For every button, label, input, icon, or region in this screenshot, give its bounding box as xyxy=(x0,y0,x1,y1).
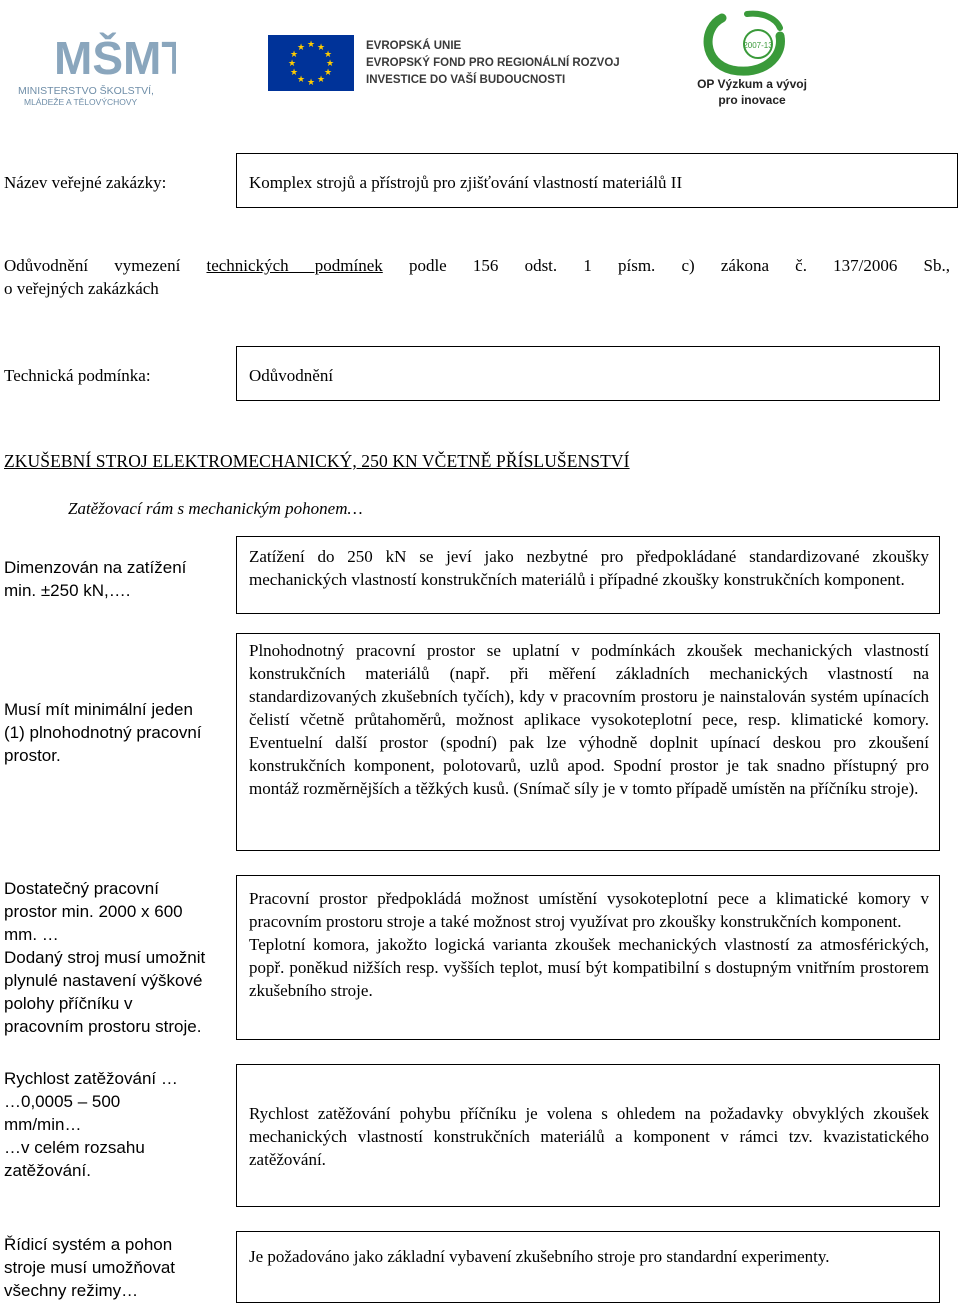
zakazka-label: Název veřejné zakázky: xyxy=(4,173,167,192)
condition-line: Dostatečný pracovní xyxy=(4,879,159,898)
condition-line: Musí mít minimální jeden xyxy=(4,700,193,719)
condition-line: Řídicí systém a pohon xyxy=(4,1235,173,1254)
condition-line: zatěžování. xyxy=(4,1161,91,1180)
reason-paragraph: Je požadováno jako základní vybavení zkušebního stroje pro standardní experimenty. xyxy=(249,1247,830,1266)
svg-text:★: ★ xyxy=(296,43,306,53)
reason-paragraph: Rychlost zatěžování pohybu příčníku je volena s ohledem na požadavky obvyklých zkoušek mechanických vlastností konstrukčních materiálů a komponent v rámci tzv. kvazistatického zatěžování. xyxy=(249,1104,929,1169)
condition-line: Dimenzován na zatížení xyxy=(4,558,187,577)
svg-text:★: ★ xyxy=(306,78,316,88)
reason-text-5 xyxy=(249,1245,929,1268)
op-vav-logo-mark xyxy=(692,8,812,110)
reason-box-2 xyxy=(236,633,940,851)
condition-cell-5 xyxy=(4,1233,232,1302)
reason-box-3 xyxy=(236,875,940,1040)
op-years: 2007-13 xyxy=(743,41,773,50)
reason-paragraph: Zatížení do 250 kN se jeví jako nezbytné pro předpokládané standardizované zkoušky mechanických vlastností konstrukčních materiálů i případné zkoušky konstrukčních komponent. xyxy=(249,547,929,589)
condition-line: mm. … xyxy=(4,925,59,944)
reason-box-4 xyxy=(236,1064,940,1207)
condition-line: …0,0005 – 500 xyxy=(4,1092,121,1111)
condition-line: mm/min… xyxy=(4,1115,82,1134)
eu-line2: EVROPSKÝ FOND PRO REGIONÁLNÍ ROZVOJ xyxy=(366,57,620,69)
svg-text:★: ★ xyxy=(323,50,333,60)
condition-line: polohy příčníku v xyxy=(4,994,133,1013)
eu-logo xyxy=(268,30,618,100)
condition-cell-1 xyxy=(4,556,232,602)
op-vav-logo xyxy=(692,8,812,110)
justification-line1 xyxy=(4,254,950,277)
eu-line1: EVROPSKÁ UNIE xyxy=(366,40,462,52)
op-line1: OP Výzkum a vývoj xyxy=(697,77,807,91)
reason-paragraph: Plnohodnotný pracovní prostor se uplatní v podmínkách zkoušek mechanických vlastností konstrukčních materiálů (např. při měření základních mechanických vlastností na standardizovaných zkušebních tyčích), kdy v pracovním prostoru je nainstalován systém upínacích čelistí včetně průtahoměrů, možnost aplikace vysokoteplotní pece, resp. klimatické komory. Eventuelní další prostor (spodní) pak lze výhodně doplnit upínací deskou pro zkoušení konstrukčních komponent, polotovarů, uzlů apod. Spodní prostor je tak snadno přístupný pro montáž rozměrnějších a těžkých kusů. (Snímač síly je v tomto případě umístěn na příčníku stroje). xyxy=(249,641,929,798)
condition-line: prostor. xyxy=(4,746,61,765)
msmt-logo-line2: MLÁDEŽE A TĚLOVÝCHOVY xyxy=(24,97,138,107)
reason-box-1 xyxy=(236,536,940,614)
svg-text:★: ★ xyxy=(287,59,297,69)
reason-text-3 xyxy=(249,887,929,1002)
eu-logo-text xyxy=(366,38,620,89)
condition-line: Dodaný stroj musí umožnit xyxy=(4,948,206,967)
condition-line: …v celém rozsahu xyxy=(4,1138,145,1157)
eu-line3: INVESTICE DO VAŠÍ BUDOUCNOSTI xyxy=(366,74,566,86)
justification-text-a: Odůvodnění vymezení xyxy=(4,256,207,275)
condition-line: plynulé nastavení výškové xyxy=(4,971,203,990)
condition-cell-2 xyxy=(4,698,232,767)
condition-label: Technická podmínka: xyxy=(4,366,151,385)
condition-cell-3 xyxy=(4,877,234,1038)
condition-line: pracovním prostoru stroje. xyxy=(4,1017,202,1036)
section-subtitle: Zatěžovací rám s mechanickým pohonem… xyxy=(68,499,363,518)
condition-line: prostor min. 2000 x 600 xyxy=(4,902,183,921)
reason-text-1 xyxy=(249,545,929,591)
op-line2: pro inovace xyxy=(718,93,786,107)
zakazka-box xyxy=(236,153,958,208)
msmt-logo xyxy=(14,18,176,108)
reason-text-2 xyxy=(249,639,929,800)
svg-text:★: ★ xyxy=(316,75,326,85)
condition-line: Rychlost zatěžování … xyxy=(4,1069,178,1088)
reason-text-4 xyxy=(249,1102,929,1171)
svg-text:★: ★ xyxy=(289,68,299,78)
condition-header-box xyxy=(236,346,940,401)
msmt-logo-line1: MINISTERSTVO ŠKOLSTVÍ, xyxy=(18,85,154,97)
svg-text:★: ★ xyxy=(325,59,335,69)
svg-text:★: ★ xyxy=(306,40,316,50)
svg-text:★: ★ xyxy=(296,75,306,85)
msmt-logo-letters: MŠMT xyxy=(54,32,176,84)
condition-header-value: Odůvodnění xyxy=(249,366,334,385)
reason-paragraph: Pracovní prostor předpokládá možnost umístění vysokoteplotní pece a klimatické komory v pracovním prostoru stroje a také možnost stroj využívat pro zkoušky konstrukčních komponent. xyxy=(249,889,929,931)
condition-line: všechny režimy… xyxy=(4,1281,139,1300)
condition-line: min. ±250 kN,…. xyxy=(4,581,131,600)
msmt-logo-mark xyxy=(14,18,176,108)
section-title: ZKUŠEBNÍ STROJ ELEKTROMECHANICKÝ, 250 KN VČETNĚ PŘÍSLUŠENSTVÍ xyxy=(4,451,630,471)
justification-text-c: podle 156 odst. 1 písm. c) zákona č. 137/2006 Sb., xyxy=(382,256,950,275)
condition-line: stroje musí umožňovat xyxy=(4,1258,176,1277)
svg-text:★: ★ xyxy=(316,43,326,53)
justification-underlined: technických podmínek xyxy=(206,256,383,275)
condition-cell-4 xyxy=(4,1067,232,1182)
svg-text:★: ★ xyxy=(289,50,299,60)
reason-box-5 xyxy=(236,1231,940,1303)
condition-line: (1) plnohodnotný pracovní xyxy=(4,723,202,742)
reason-paragraph: Teplotní komora, jakožto logická varianta zkoušek mechanických vlastností za atmosférických, popř. poněkud nižších resp. vyšších teplot, musí být kompatibilní s dostupným vnitřním prostorem zkušebního stroje. xyxy=(249,935,929,1000)
justification-line2: o veřejných zakázkách xyxy=(4,279,159,298)
svg-text:★: ★ xyxy=(323,68,333,78)
zakazka-value: Komplex strojů a přístrojů pro zjišťování vlastností materiálů II xyxy=(249,173,683,192)
eu-flag-icon xyxy=(268,35,354,91)
